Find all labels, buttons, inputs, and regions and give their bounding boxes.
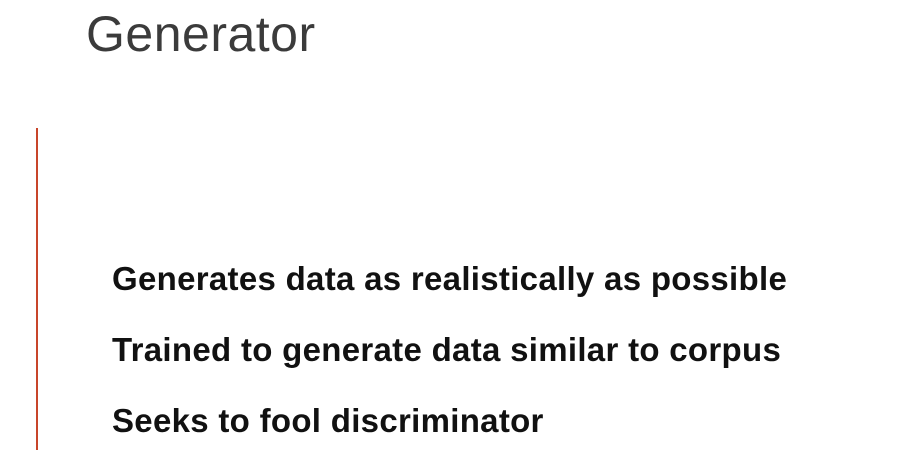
accent-divider-line: [36, 128, 38, 450]
bullet-item-1: Generates data as realistically as possible: [112, 260, 788, 297]
bullet-item-3: Seeks to fool discriminator: [112, 402, 544, 439]
bullet-list: [112, 255, 787, 468]
slide-title: Generator: [86, 6, 316, 62]
bullet-item-2: Trained to generate data similar to corpus: [112, 331, 782, 368]
